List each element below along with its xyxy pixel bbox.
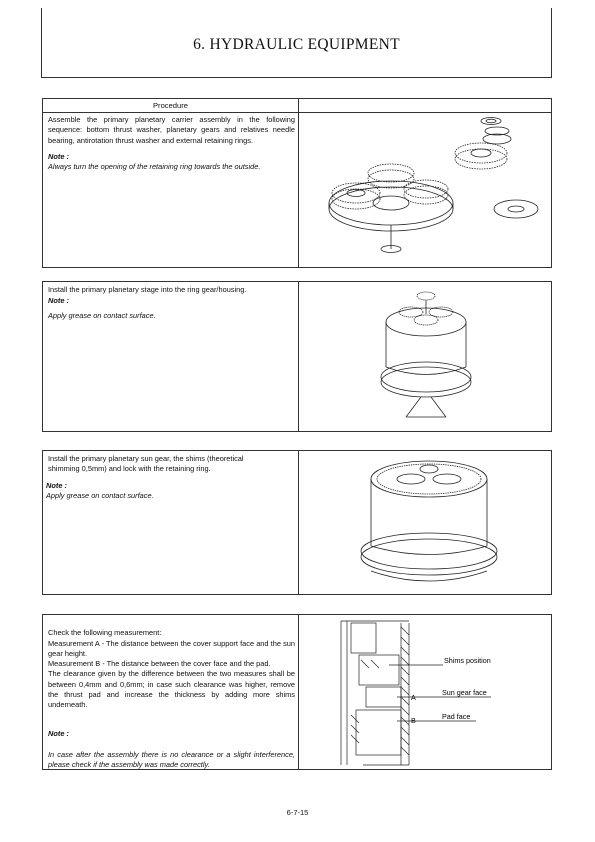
note-label: Note : [48, 151, 69, 161]
step-text-block [48, 115, 295, 172]
column-divider [298, 615, 299, 769]
step-instruction: Install the primary planetary sun gear, the shims (theoretical shimming 0,5mm) and lock with the retaining ring. [48, 454, 244, 474]
planetary-carrier-illustration [301, 99, 551, 267]
step-instruction: Install the primary planetary stage into the ring gear/housing. [48, 285, 247, 294]
procedure-step-4 [42, 614, 552, 770]
step-text-block [48, 454, 295, 501]
sun-gear-shims-illustration [301, 451, 551, 594]
note-label: Note : [48, 728, 69, 738]
note-text: Apply grease on contact surface. [48, 310, 156, 320]
note-text: Apply grease on contact surface. [46, 490, 154, 500]
column-divider [298, 282, 299, 431]
column-divider [298, 451, 299, 594]
procedure-column-header: Procedure [43, 99, 298, 113]
callout-shims-position: Shims position [444, 656, 491, 665]
column-divider [298, 99, 299, 267]
note-label: Note : [46, 480, 67, 490]
chapter-header [41, 8, 552, 78]
procedure-step-3 [42, 450, 552, 595]
step-instruction: Check the following measurement: Measurement A - The distance between the cover support face and the sun gear height. Measurement B - The distance between the cover face and the pad. The clearance given by the difference between the two measures shall be between 0,4mm and 0,6mm; in case such clearance was higher, remove the thrust pad and increase the thickness by adding more shims underneath. [48, 628, 295, 710]
step-text-block [48, 285, 295, 321]
note-text: Always turn the opening of the retaining ring towards the outside. [48, 162, 261, 172]
chapter-title: 6. HYDRAULIC EQUIPMENT [193, 36, 400, 53]
callout-sun-gear-face: Sun gear face [442, 688, 487, 697]
callout-pad-face: Pad face [442, 712, 471, 721]
note-label: Note : [48, 296, 69, 306]
procedure-step-2 [42, 281, 552, 432]
callout-a-label: A [411, 693, 416, 702]
step-text-block [48, 618, 295, 780]
procedure-step-1 [42, 98, 552, 268]
note-text: In case after the assembly there is no clearance or a slight interference, please check if the assembly was made correctly. [48, 749, 295, 769]
measurement-section-diagram [301, 615, 551, 769]
step-instruction: Assemble the primary planetary carrier assembly in the following sequence: bottom thrust washer, planetary gears and relatives needle bearing, antirotation thrust washer and external retaining rings. [48, 115, 295, 145]
page-number: 6-7-15 [286, 808, 309, 817]
ring-gear-housing-illustration [301, 282, 551, 431]
callout-b-label: B [411, 716, 416, 725]
